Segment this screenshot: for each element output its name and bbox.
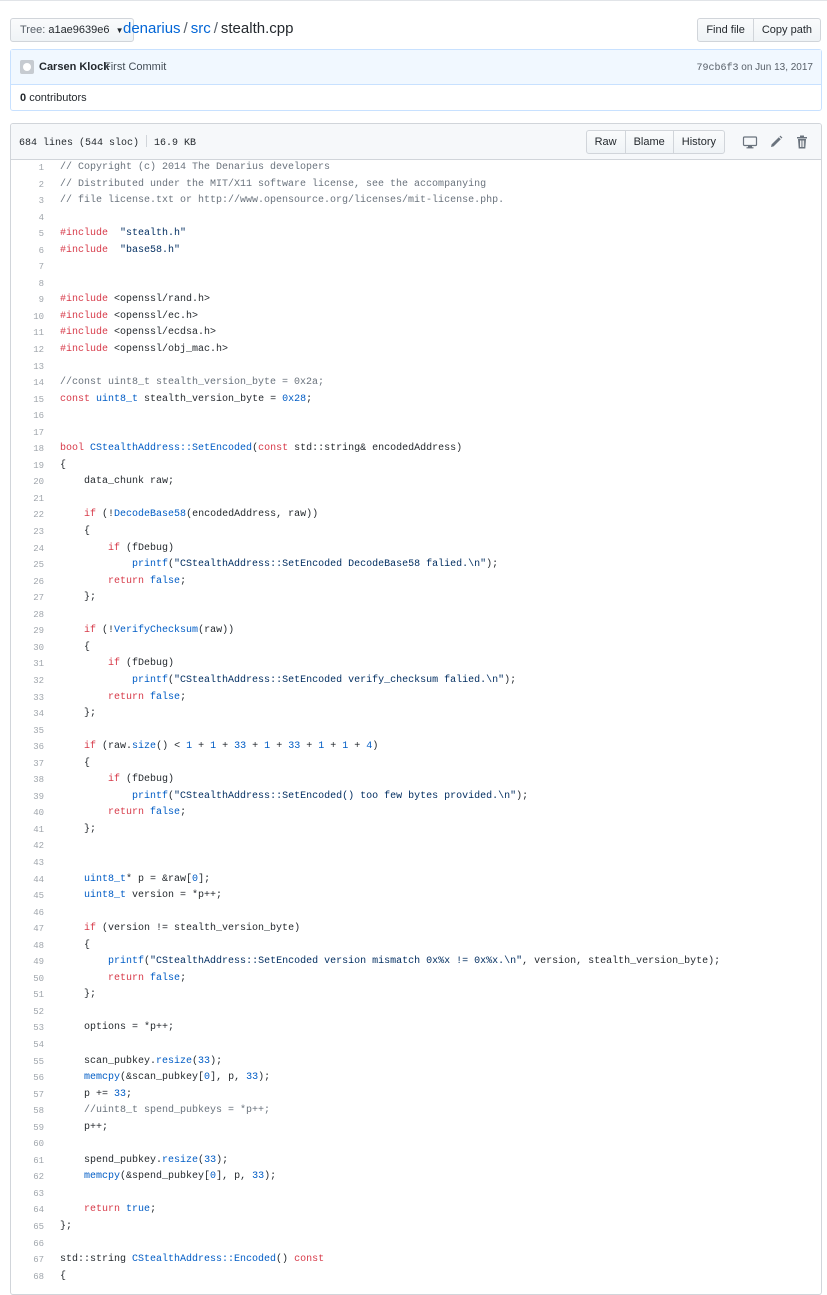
line-content: #include <openssl/obj_mac.h> [60,344,229,356]
file-navigation-buttons [697,18,821,42]
line-number[interactable]: 11 [33,328,44,339]
line-number[interactable]: 35 [33,725,44,736]
line-number[interactable]: 48 [33,940,44,951]
line-content: memcpy(&spend_pubkey[0], p, 33); [84,1171,277,1183]
line-number[interactable]: 60 [33,1139,44,1150]
code-line [11,954,821,971]
line-content: #include <openssl/ec.h> [60,310,199,322]
line-number[interactable]: 8 [38,278,44,289]
line-content: // Copyright (c) 2014 The Denarius developers [60,162,331,173]
code-line [11,1070,821,1087]
code-line [11,1269,821,1286]
line-number[interactable]: 64 [33,1205,44,1216]
latest-commit-row [11,50,821,85]
top-divider [0,0,827,1]
line-content: std::string CStealthAddress::Encoded() const [60,1254,325,1266]
line-content: //uint8_t spend_pubkeys = *p++; [84,1105,271,1117]
code-line [11,177,821,194]
line-content: }; [60,1221,73,1232]
line-content: { [60,757,91,769]
line-number[interactable]: 1 [38,163,44,173]
line-number[interactable]: 31 [33,659,44,670]
breadcrumb-separator: / [183,20,188,37]
contributors-summary[interactable] [20,91,87,105]
code-line [11,342,821,359]
line-number[interactable]: 49 [33,957,44,968]
line-number[interactable]: 25 [33,560,44,571]
line-number[interactable]: 34 [33,709,44,720]
avatar[interactable] [20,60,34,74]
file-line-count: 684 lines (544 sloc) [19,138,140,149]
code-line [11,607,821,624]
history-button[interactable]: History [673,130,725,154]
line-number[interactable]: 32 [33,675,44,686]
line-content: return false; [108,691,187,703]
code-line [11,557,821,574]
line-number[interactable]: 15 [33,394,44,405]
code-line [11,888,821,905]
line-number[interactable]: 4 [38,212,44,223]
line-number[interactable]: 28 [33,609,44,620]
code-line [11,1004,821,1021]
line-number[interactable]: 41 [33,824,44,835]
line-number[interactable]: 52 [33,1006,44,1017]
line-number[interactable]: 63 [33,1188,44,1199]
line-content: }; [60,592,97,604]
line-content: return true; [84,1204,157,1216]
line-number[interactable]: 62 [33,1172,44,1183]
line-number[interactable]: 36 [33,742,44,753]
line-number[interactable]: 57 [33,1089,44,1100]
code-line [11,1186,821,1203]
breadcrumb-bar [10,18,821,42]
line-number[interactable]: 21 [33,493,44,504]
line-content: { [60,1270,67,1282]
code-line [11,590,821,607]
code-line [11,359,821,376]
commit-sha-link[interactable]: 79cb6f3 [696,63,739,74]
breadcrumb-dir-link[interactable]: src [190,20,211,37]
line-content: // file license.txt or http://www.opensource.org/licenses/mit-license.php. [60,195,505,207]
code-line [11,1020,821,1037]
line-content: { [60,459,67,471]
code-line [11,789,821,806]
chevron-down-icon: ▼ [115,26,124,35]
code-line [11,872,821,889]
line-content: p++; [60,1121,109,1133]
line-number[interactable]: 66 [33,1238,44,1249]
code-line [11,855,821,872]
line-number[interactable]: 18 [33,444,44,455]
line-content: //const uint8_t stealth_version_byte = 0x2a; [60,377,325,389]
file-header [11,124,821,160]
code-line [11,772,821,789]
line-number[interactable]: 14 [33,378,44,389]
code-line [11,375,821,392]
code-line [11,723,821,740]
code-line [11,1136,821,1153]
line-number[interactable]: 50 [33,973,44,984]
code-line [11,491,821,508]
code-line [11,971,821,988]
line-number[interactable]: 5 [38,229,44,240]
code-line [11,623,821,640]
line-content: uint8_t version = *p++; [84,890,223,902]
commit-date: on Jun 13, 2017 [741,62,813,73]
code-line [11,640,821,657]
code-line [11,673,821,690]
pencil-icon[interactable] [768,134,784,150]
line-number[interactable]: 43 [33,857,44,868]
copy-path-button[interactable]: Copy path [753,18,821,42]
line-number[interactable]: 61 [33,1155,44,1166]
code-line [11,1054,821,1071]
line-number[interactable]: 68 [33,1271,44,1282]
line-content: if (version != stealth_version_byte) [84,923,301,935]
code-line [11,1219,821,1236]
code-line [11,805,821,822]
code-line [11,987,821,1004]
commit-meta [696,61,813,75]
code-line [11,706,821,723]
line-number[interactable]: 16 [33,411,44,422]
line-number[interactable]: 27 [33,593,44,604]
line-number[interactable]: 38 [33,775,44,786]
line-number[interactable]: 29 [33,626,44,637]
code-line [11,905,821,922]
line-content: if (raw.size() < 1 + 1 + 33 + 1 + 33 + 1 + 1 + 4) [84,741,379,753]
line-number[interactable]: 6 [38,245,44,256]
line-content: uint8_t* p = &raw[0]; [84,873,211,885]
code-line [11,243,821,260]
line-number[interactable]: 53 [33,1023,44,1034]
code-line [11,656,821,673]
line-content: bool CStealthAddress::SetEncoded(const std::string& encodedAddress) [60,443,463,455]
code-line [11,1037,821,1054]
file-actions [586,130,725,154]
line-content: printf("CStealthAddress::SetEncoded DecodeBase58 falied.\n"); [132,559,499,571]
line-content: #include "base58.h" [60,244,181,256]
line-number[interactable]: 13 [33,361,44,372]
line-number[interactable]: 7 [38,262,44,273]
line-number[interactable]: 67 [33,1255,44,1266]
line-number[interactable]: 37 [33,758,44,769]
line-number[interactable]: 17 [33,427,44,438]
file-info [19,135,196,151]
breadcrumb-repo-link[interactable]: denarius [123,20,181,37]
code-line [11,1087,821,1104]
line-number[interactable]: 55 [33,1056,44,1067]
code-line [11,474,821,491]
line-content: if (fDebug) [108,774,175,786]
code-line [11,425,821,442]
file-viewer [10,123,822,1295]
line-number[interactable]: 3 [38,196,44,207]
code-listing [11,160,821,1285]
line-content: }; [60,708,97,720]
raw-button[interactable]: Raw [586,130,626,154]
line-content: return false; [108,972,187,984]
code-line [11,541,821,558]
line-number[interactable]: 40 [33,808,44,819]
line-number[interactable]: 10 [33,311,44,322]
code-line [11,160,821,177]
line-content: return false; [108,575,187,587]
code-line [11,292,821,309]
line-number[interactable]: 56 [33,1073,44,1084]
line-number[interactable]: 47 [33,924,44,935]
line-number[interactable]: 26 [33,576,44,587]
line-number[interactable]: 24 [33,543,44,554]
line-content: spend_pubkey.resize(33); [60,1154,229,1166]
line-content: if (fDebug) [108,658,175,670]
line-content: { [60,939,91,951]
line-number[interactable]: 45 [33,891,44,902]
line-number[interactable]: 44 [33,874,44,885]
breadcrumb-separator: / [213,20,218,37]
line-content: return false; [108,807,187,819]
code-line [11,1236,821,1253]
code-line [11,574,821,591]
line-content: { [60,526,91,538]
line-number[interactable]: 30 [33,642,44,653]
code-line [11,1120,821,1137]
line-content: const uint8_t stealth_version_byte = 0x28; [60,393,313,405]
code-line [11,1103,821,1120]
line-number[interactable]: 19 [33,460,44,471]
line-number[interactable]: 51 [33,990,44,1001]
line-number[interactable]: 39 [33,791,44,802]
line-content: { [60,641,91,653]
code-line [11,507,821,524]
code-line [11,756,821,773]
code-line [11,921,821,938]
commit-tease [10,49,822,111]
code-line [11,1252,821,1269]
contributors-count: 0 [20,92,27,104]
breadcrumb-file-name: stealth.cpp [220,20,294,37]
code-line [11,226,821,243]
line-content: printf("CStealthAddress::SetEncoded version mismatch 0x%x != 0x%x.\n", version, stealth_version_byte); [108,956,721,968]
line-content: if (!DecodeBase58(encodedAddress, raw)) [84,509,319,521]
line-content: if (!VerifyChecksum(raw)) [84,625,235,637]
code-line [11,408,821,425]
line-number[interactable]: 22 [33,510,44,521]
code-line [11,739,821,756]
line-content: printf("CStealthAddress::SetEncoded() too few bytes provided.\n"); [132,790,529,802]
line-content: #include <openssl/ecdsa.h> [60,327,217,339]
blame-button[interactable]: Blame [625,130,674,154]
line-number[interactable]: 58 [33,1106,44,1117]
code-line [11,259,821,276]
file-info-divider [146,135,147,147]
breadcrumb [123,19,293,39]
line-content: #include "stealth.h" [60,228,187,240]
code-line [11,458,821,475]
commit-message-link[interactable]: First Commit [104,61,167,73]
code-line [11,938,821,955]
line-number[interactable]: 9 [38,295,44,306]
line-content: printf("CStealthAddress::SetEncoded verify_checksum falied.\n"); [132,674,517,686]
line-number[interactable]: 20 [33,477,44,488]
code-line [11,838,821,855]
line-number[interactable]: 12 [33,345,44,356]
code-line [11,276,821,293]
line-content: #include <openssl/rand.h> [60,294,211,306]
code-line [11,193,821,210]
line-content: if (fDebug) [108,542,175,554]
line-number[interactable]: 59 [33,1122,44,1133]
line-number[interactable]: 23 [33,527,44,538]
trash-icon[interactable] [794,134,810,150]
line-content: memcpy(&scan_pubkey[0], p, 33); [84,1072,271,1084]
code-line [11,210,821,227]
line-content: p += 33; [60,1088,133,1100]
branch-select-value: a1ae9639e6 [48,24,110,36]
line-content: data_chunk raw; [60,476,175,488]
line-number[interactable]: 46 [33,907,44,918]
find-file-button[interactable]: Find file [697,18,754,42]
line-number[interactable]: 65 [33,1222,44,1232]
code-line [11,441,821,458]
code-line [11,325,821,342]
line-content: }; [60,823,97,835]
code-line [11,392,821,409]
line-content: scan_pubkey.resize(33); [60,1055,223,1067]
code-line [11,822,821,839]
contributors-label: contributors [29,92,87,104]
code-line [11,1202,821,1219]
code-line [11,1153,821,1170]
line-number[interactable]: 42 [33,841,44,852]
line-number[interactable]: 2 [38,179,44,190]
code-line [11,309,821,326]
code-line [11,1169,821,1186]
line-number[interactable]: 33 [33,692,44,703]
branch-select-label: Tree: [20,24,46,36]
line-content: }; [60,989,97,1001]
desktop-icon[interactable] [742,134,758,150]
line-content: options = *p++; [60,1022,175,1034]
branch-select-button[interactable] [10,18,134,42]
line-content: // Distributed under the MIT/X11 software license, see the accompanying [60,178,487,190]
line-number[interactable]: 54 [33,1039,44,1050]
code-line [11,690,821,707]
code-line [11,524,821,541]
file-size: 16.9 KB [154,138,197,149]
commit-author-link[interactable]: Carsen Klock [39,61,110,73]
